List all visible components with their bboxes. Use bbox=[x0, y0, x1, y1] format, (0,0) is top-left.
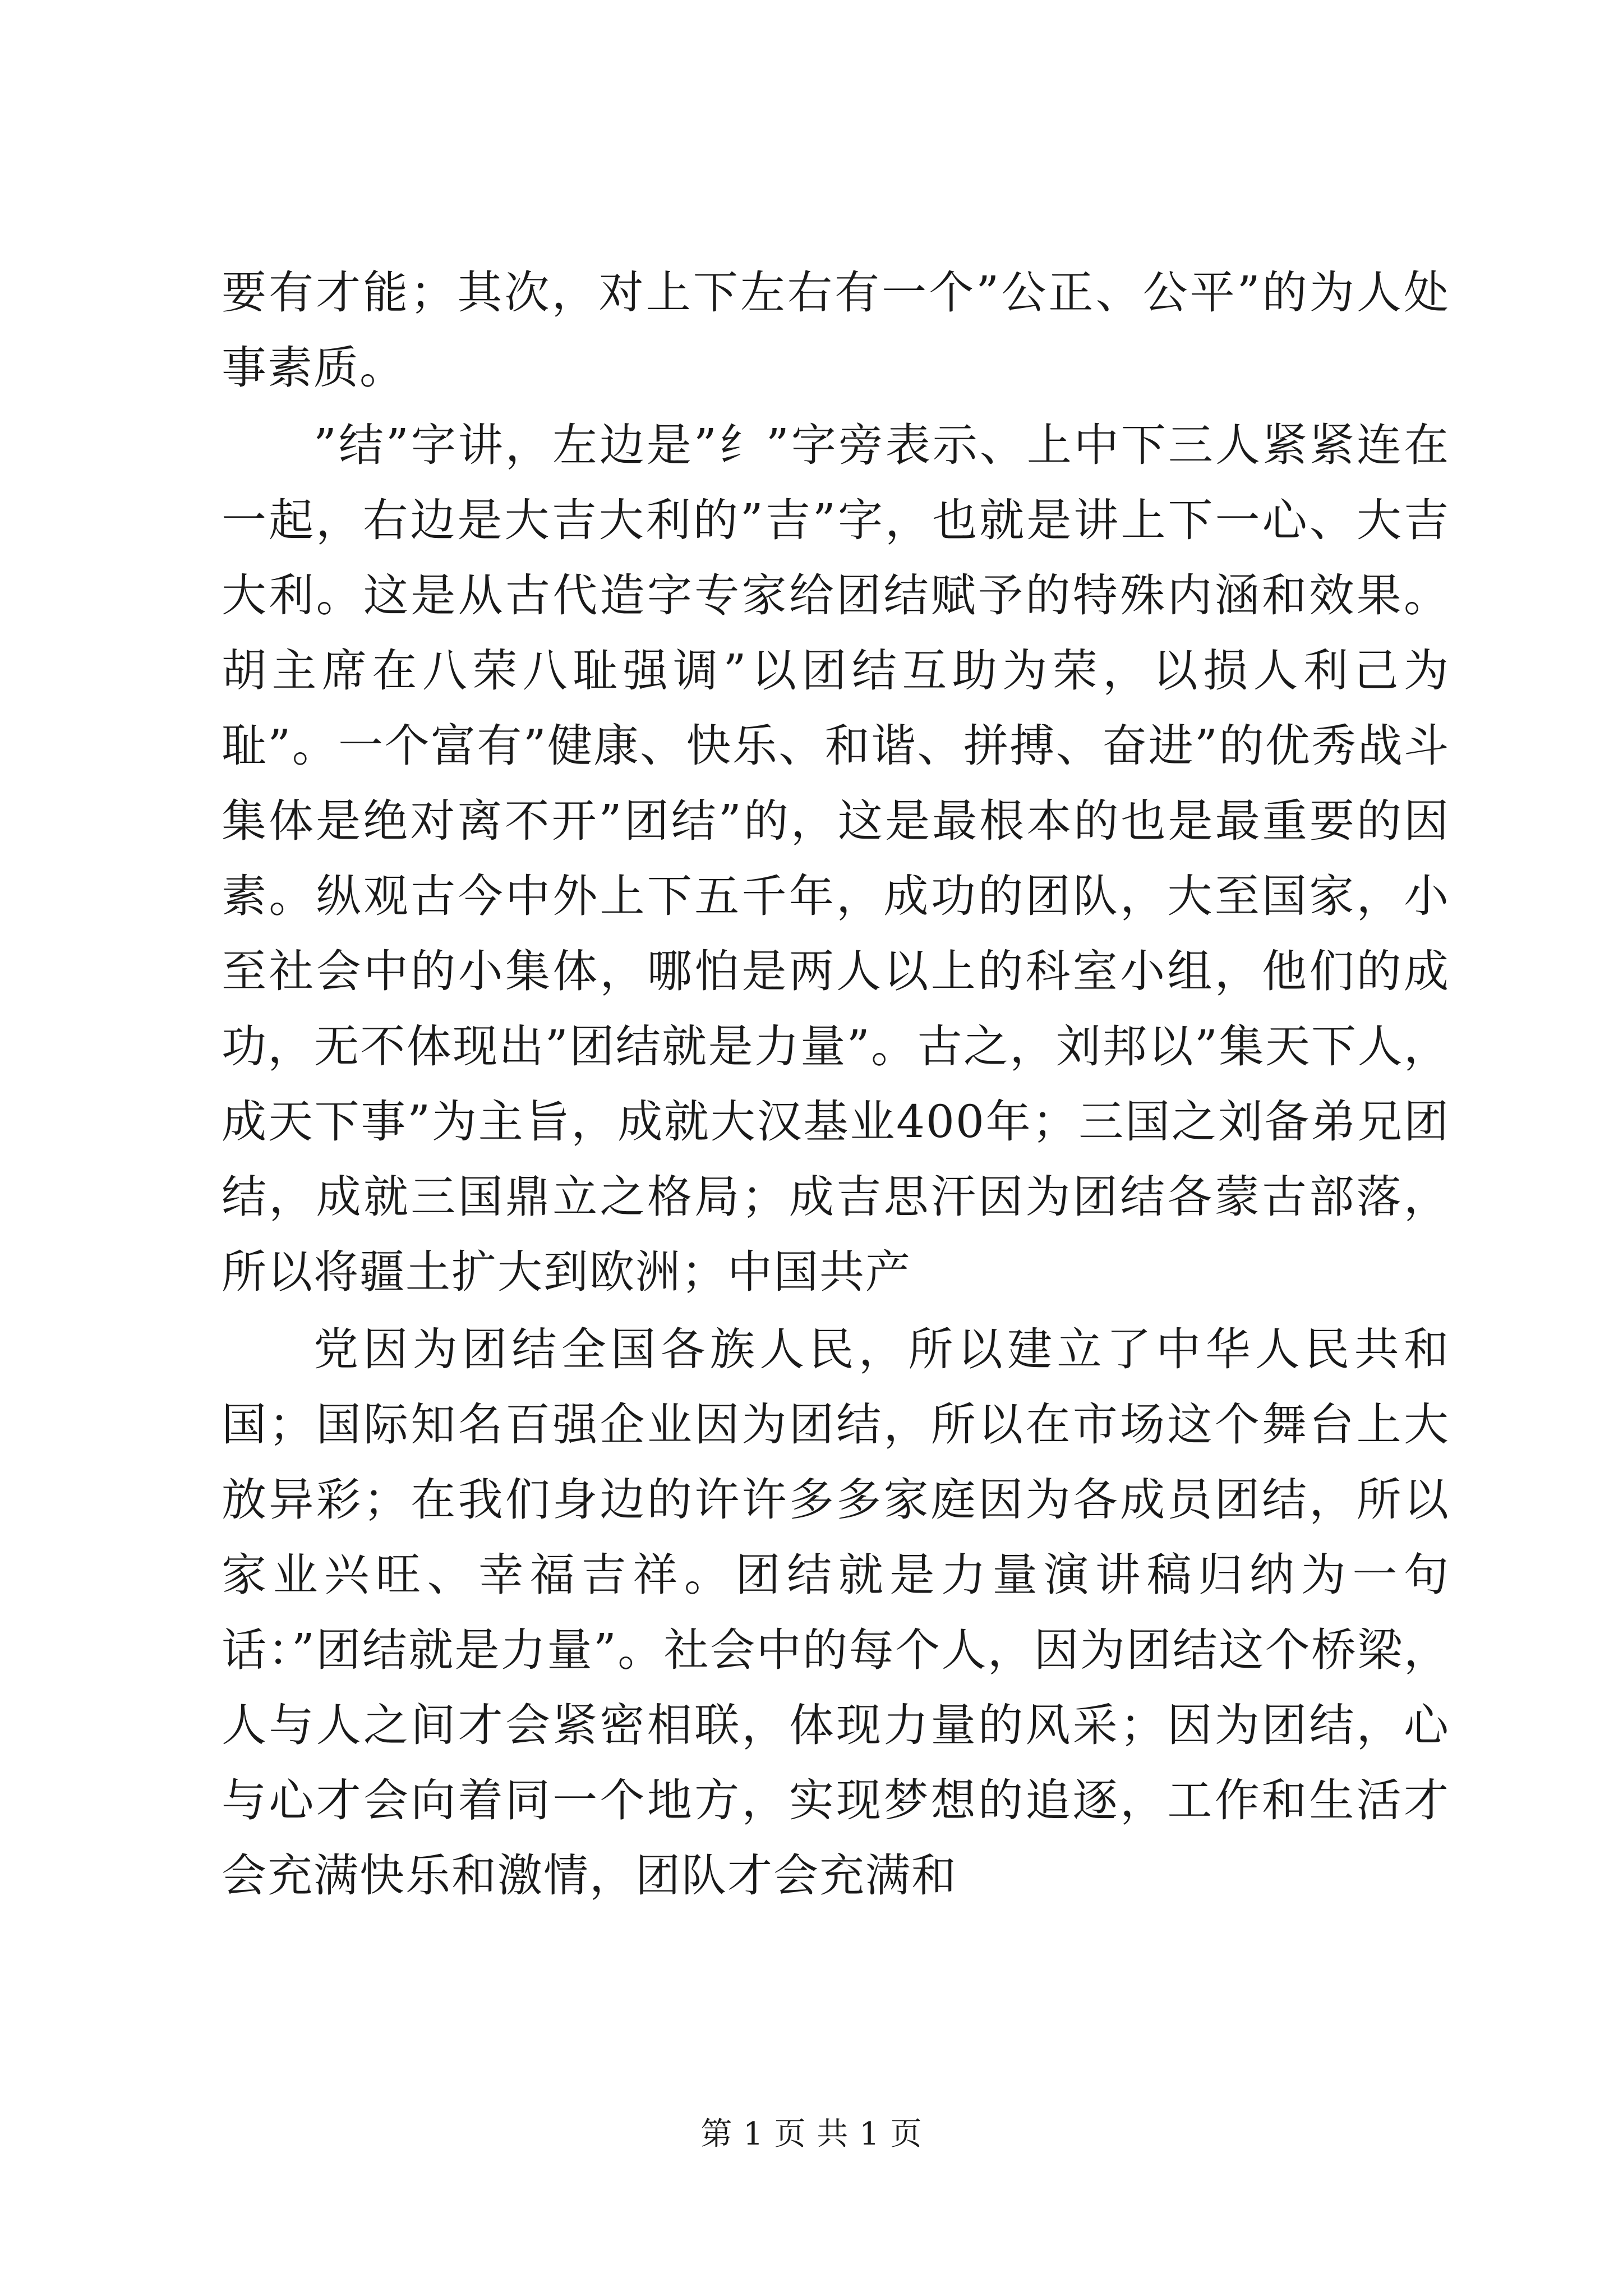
page-footer: 第 1 页 共 1 页 bbox=[700, 2116, 923, 2152]
paragraph-3: 党因为团结全国各族人民，所以建立了中华人民共和国；国际知名百强企业因为团结，所以在市场这个舞台上大放异彩；在我们身边的许许多多家庭因为各成员团结，所以家业兴旺、幸福吉祥。团结就是力量演讲稿归纳为一句话：”团结就是力量”。社会中的每个人，因为团结这个桥梁，人与人之间才会紧密相联，体现力量的风采；因为团结，心与心才会向着同一个地方，实现梦想的追逐，工作和生活才会充满快乐和激情，团队才会充满和 bbox=[222, 1323, 1450, 1902]
document-body bbox=[222, 255, 1450, 1913]
paragraph-1: 要有才能；其次，对上下左右有一个”公正、公平”的为人处事素质。 bbox=[222, 266, 1450, 394]
paragraph-2: ”结”字讲，左边是”纟”字旁表示、上中下三人紧紧连在一起，右边是大吉大利的”吉”字，也就是讲上下一心、大吉大利。这是从古代造字专家给团结赋予的特殊内涵和效果。胡主席在八荣八耻强调”以团结互助为荣，以损人利己为耻”。一个富有”健康、快乐、和谐、拼搏、奋进”的优秀战斗集体是绝对离不开”团结”的，这是最根本的也是最重要的因素。纵观古今中外上下五千年，成功的团队，大至国家，小至社会中的小集体，哪怕是两人以上的科室小组，他们的成功，无不体现出”团结就是力量”。古之，刘邦以”集天下人，成天下事”为主旨，成就大汉基业400年；三国之刘备弟兄团结，成就三国鼎立之格局；成吉思汗因为团结各蒙古部落，所以将疆土扩大到欧洲；中国共产 bbox=[222, 419, 1450, 1298]
